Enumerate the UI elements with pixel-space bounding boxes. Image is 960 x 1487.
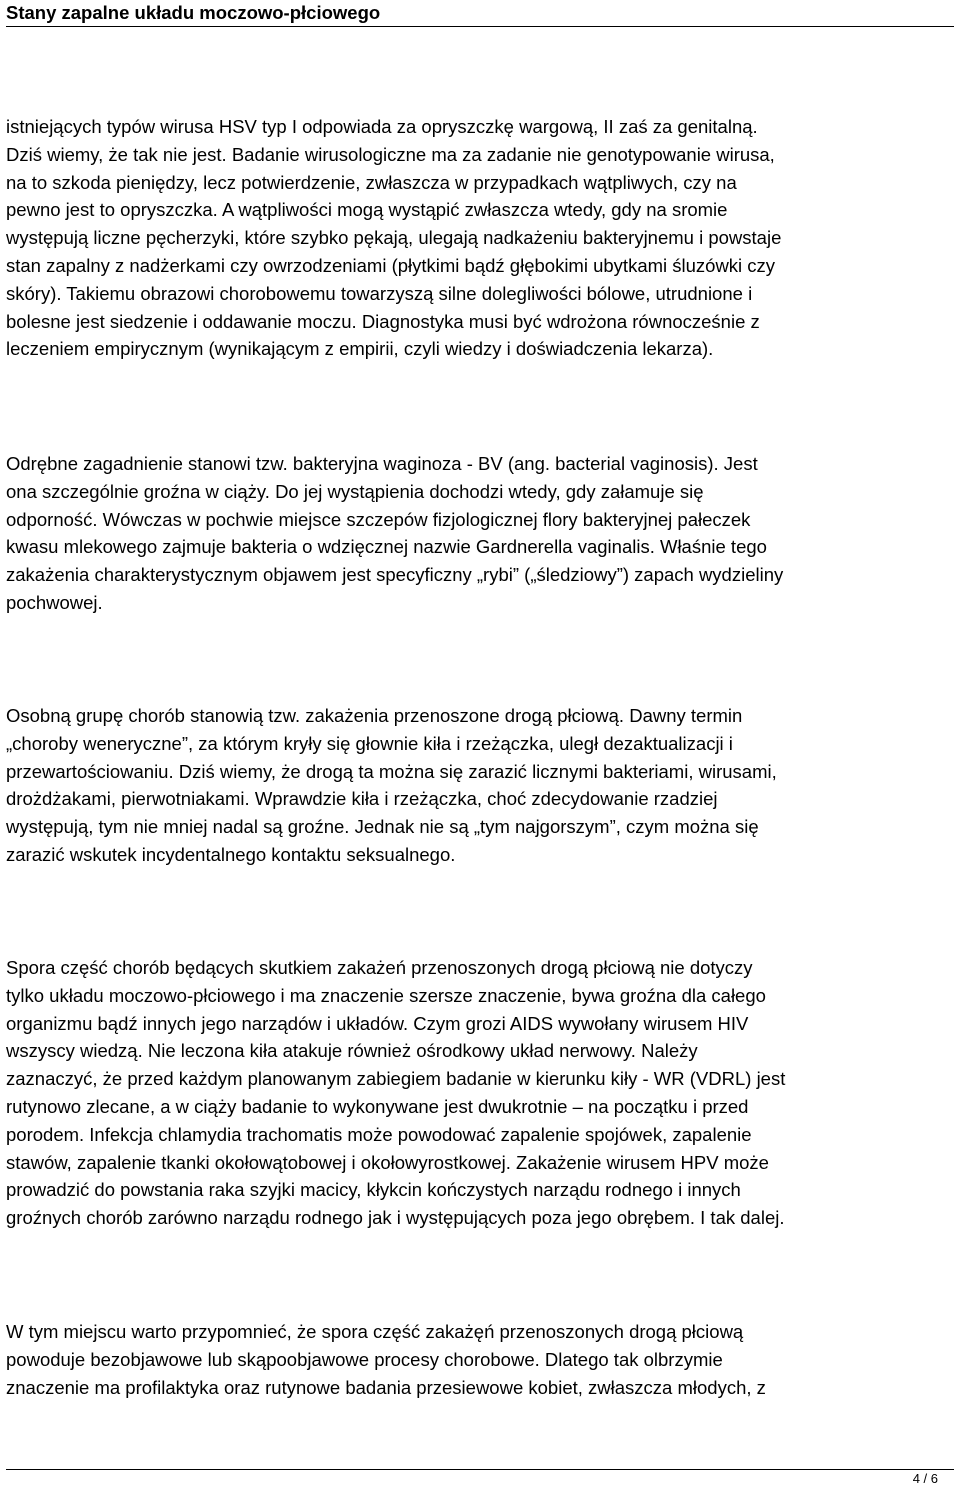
text-line: pewno jest to opryszczka. A wątpliwości mogą wystąpić zwłaszcza wtedy, gdy na sromie xyxy=(6,199,728,221)
text-line: kwasu mlekowego zajmuje bakteria o wdzięcznej nazwie Gardnerella vaginalis. Właśnie tego xyxy=(6,536,767,558)
paragraph-systemic-effects xyxy=(6,954,936,1232)
text-line: istniejących typów wirusa HSV typ I odpowiada za opryszczkę wargową, II zaś za genitalną. xyxy=(6,116,758,137)
paragraph-bacterial-vaginosis xyxy=(6,450,936,617)
text-line: drożdżakami, pierwotniakami. Wprawdzie kiła i rzeżączka, choć zdecydowanie rzadziej xyxy=(6,788,718,810)
text-line: znaczenie ma profilaktyka oraz rutynowe badania przesiewowe kobiet, zwłaszcza młodych, z xyxy=(6,1376,766,1398)
header-divider xyxy=(6,26,954,27)
text-line: rutynowo zlecane, a w ciąży badanie to wykonywane jest dwukrotnie – na początku i przed xyxy=(6,1095,749,1117)
text-line: pochwowej. xyxy=(6,591,103,613)
text-line: odporność. Wówczas w pochwie miejsce szczepów fizjologicznej flory bakteryjnej pałeczek xyxy=(6,508,751,530)
text-line: organizmu bądź innych jego narządów i układów. Czym grozi AIDS wywołany wirusem HIV xyxy=(6,1012,749,1034)
text-line: prowadzić do powstania raka szyjki macicy, kłykcin kończystych narządu rodnego i innych xyxy=(6,1179,741,1201)
text-line: Dziś wiemy, że tak nie jest. Badanie wirusologiczne ma za zadanie nie genotypowanie wirusa, xyxy=(6,143,775,165)
text-line: zakażenia charakterystycznym objawem jest specyficzny „rybi” („śledziowy”) zapach wydzieliny xyxy=(6,564,784,586)
text-line: stan zapalny z nadżerkami czy owrzodzeniami (płytkimi bądź głębokimi ubytkami śluzówki czy xyxy=(6,254,776,276)
paragraph-prevention xyxy=(6,1318,936,1401)
text-line: przewartościowaniu. Dziś wiemy, że drogą ta można się zarazić licznymi bakteriami, wirusami, xyxy=(6,760,777,782)
text-line: skóry). Takiemu obrazowi chorobowemu towarzyszą silne dolegliwości bólowe, utrudnione i xyxy=(6,282,753,304)
text-line: zarazić wskutek incydentalnego kontaktu seksualnego. xyxy=(6,843,456,865)
text-line: powoduje bezobjawowe lub skąpoobjawowe procesy chorobowe. Dlatego tak olbrzymie xyxy=(6,1348,723,1370)
paragraph-sti-group xyxy=(6,702,936,869)
text-line: Spora część chorób będących skutkiem zakażeń przenoszonych drogą płciową nie dotyczy xyxy=(6,957,753,978)
footer-divider xyxy=(6,1469,954,1470)
text-line: W tym miejscu warto przypomnieć, że spora część zakażęń przenoszonych drogą płciową xyxy=(6,1321,744,1342)
document-title: Stany zapalne układu moczowo-płciowego xyxy=(6,2,381,23)
text-line: zaznaczyć, że przed każdym planowanym zabiegiem badanie w kierunku kiły - WR (VDRL) jest xyxy=(6,1068,786,1090)
text-line: występują, tym nie mniej nadal są groźne. Jednak nie są „tym najgorszym”, czym można się xyxy=(6,816,759,838)
page-number: 4 / 6 xyxy=(912,1471,938,1486)
text-line: groźnych chorób zarówno narządu rodnego jak i występujących poza jego obrębem. I tak dalej. xyxy=(6,1207,785,1229)
text-line: porodem. Infekcja chlamydia trachomatis może powodować zapalenie spojówek, zapalenie xyxy=(6,1123,752,1145)
text-line: bolesne jest siedzenie i oddawanie moczu. Diagnostyka musi być wdrożona równocześnie z xyxy=(6,310,760,332)
document-header xyxy=(6,0,954,28)
text-line: wszyscy wiedzą. Nie leczona kiła atakuje również ośrodkowy układ nerwowy. Należy xyxy=(6,1040,698,1062)
text-line: stawów, zapalenie tkanki okołowątobowej i okołowyrostkowej. Zakażenie wirusem HPV może xyxy=(6,1151,769,1173)
text-line: tylko układu moczowo-płciowego i ma znaczenie szersze znaczenie, bywa groźna dla całego xyxy=(6,984,766,1006)
text-line: Osobną grupę chorób stanowią tzw. zakażenia przenoszone drogą płciową. Dawny termin xyxy=(6,705,743,726)
text-line: ona szczególnie groźna w ciąży. Do jej wystąpienia dochodzi wtedy, gdy załamuje się xyxy=(6,480,704,502)
text-line: występują liczne pęcherzyki, które szybko pękają, ulegają nadkażeniu bakteryjnemu i powstaje xyxy=(6,227,782,249)
paragraph-hsv-diagnostics xyxy=(6,113,936,363)
text-line: „choroby weneryczne”, za którym kryły się głownie kiła i rzeżączka, uległ dezaktualizacji i xyxy=(6,732,733,754)
text-line: leczeniem empirycznym (wynikającym z empirii, czyli wiedzy i doświadczenia lekarza). xyxy=(6,338,714,360)
text-line: na to szkoda pieniędzy, lecz potwierdzenie, zwłaszcza w przypadkach wątpliwych, czy na xyxy=(6,171,737,193)
text-line: Odrębne zagadnienie stanowi tzw. bakteryjna waginoza - BV (ang. bacterial vaginosis). Jest xyxy=(6,453,758,474)
